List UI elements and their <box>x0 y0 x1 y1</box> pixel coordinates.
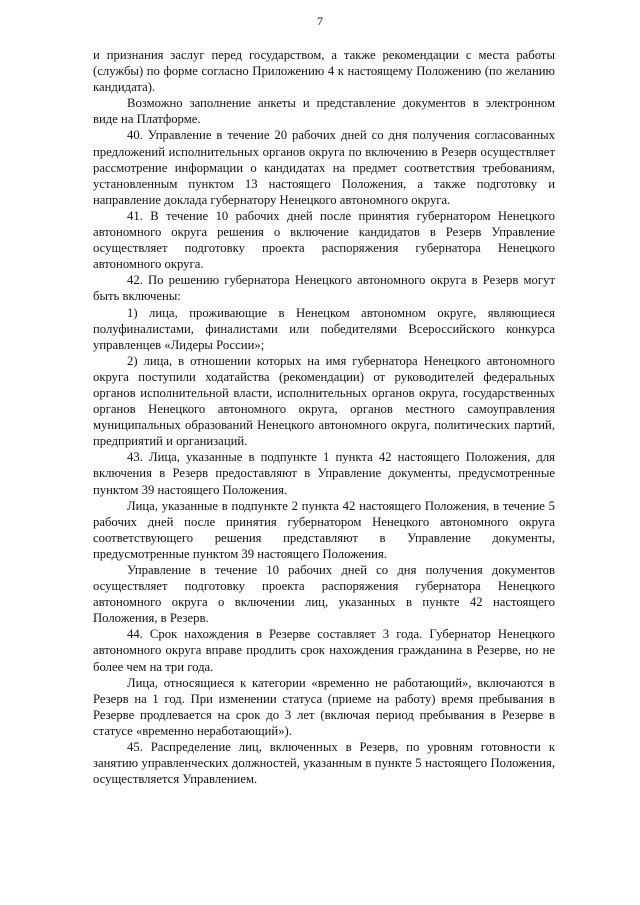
paragraph-41: 41. В течение 10 рабочих дней после принятия губернатором Ненецкого автономного округа решения о включение кандидатов в Резерв Управление осуществляет подготовку проекта распоряжения губернатора Ненецкого автономного округа. <box>93 208 555 272</box>
paragraph-electronic-submission: Возможно заполнение анкеты и представление документов в электронном виде на Платформе. <box>93 96 555 127</box>
paragraph-42-item-1: 1) лица, проживающие в Ненецком автономном округе, являющиеся полуфиналистами, финалистами или победителями Всероссийского конкурса управленцев «Лидеры России»; <box>93 305 555 352</box>
paragraph-44: 44. Срок нахождения в Резерве составляет 3 года. Губернатор Ненецкого автономного округа вправе продлить срок нахождения гражданина в Резерве, но не более чем на три года. <box>93 627 555 674</box>
paragraph-43-third: Управление в течение 10 рабочих дней со дня получения документов осуществляет подготовку проекта распоряжения губернатора Ненецкого автономного округа о включении лиц, указанных в пункте 42 настоящего Положения, в Резерв. <box>93 563 555 626</box>
paragraph-44-second: Лица, относящиеся к категории «временно не работающий», включаются в Резерв на 1 год. При изменении статуса (приеме на работу) время пребывания в Резерве продлевается на срок до 3 лет (включая период пребывания в Резерве в статусе «временно неработающий»). <box>93 675 555 738</box>
paragraph-43-second: Лица, указанные в подпункте 2 пункта 42 настоящего Положения, в течение 5 рабочих дней после принятия губернатором Ненецкого автономного округа соответствующего решения представляют в Управление документы, предусмотренные пунктом 39 настоящего Положения. <box>93 498 555 561</box>
paragraph-45: 45. Распределение лиц, включенных в Резерв, по уровням готовности к занятию управленческих должностей, указанным в пункте 5 настоящего Положения, осуществляется Управлением. <box>93 740 555 787</box>
paragraph-42-item-2: 2) лица, в отношении которых на имя губернатора Ненецкого автономного округа поступили ходатайства (рекомендации) от руководителей федеральных органов исполнительной власти, исполнительных органов округа, государственных органов Ненецкого автономного округа, органов местного самоуправления муниципальных образований Ненецкого автономного округа, политических партий, предприятий и организаций. <box>93 353 555 449</box>
page-number: 7 <box>317 14 323 28</box>
document-body <box>93 47 555 787</box>
paragraph-40: 40. Управление в течение 20 рабочих дней со дня получения согласованных предложений исполнительных органов округа по включению в Резерв осуществляет рассмотрение информации о кандидатах на предмет соответствия требованиям, установленным пунктом 13 настоящего Положения, а также подготовку и направление доклада губернатору Ненецкого автономного округа. <box>93 128 555 207</box>
paragraph-continuation: и признания заслуг перед государством, а также рекомендации с места работы (службы) по форме согласно Приложению 4 к настоящему Положению (по желанию кандидата). <box>93 48 555 95</box>
paragraph-42: 42. По решению губернатора Ненецкого автономного округа в Резерв могут быть включены: <box>93 273 555 304</box>
paragraph-43: 43. Лица, указанные в подпункте 1 пункта 42 настоящего Положения, для включения в Резерв предоставляют в Управление документы, предусмотренные пунктом 39 настоящего Положения. <box>93 450 555 497</box>
